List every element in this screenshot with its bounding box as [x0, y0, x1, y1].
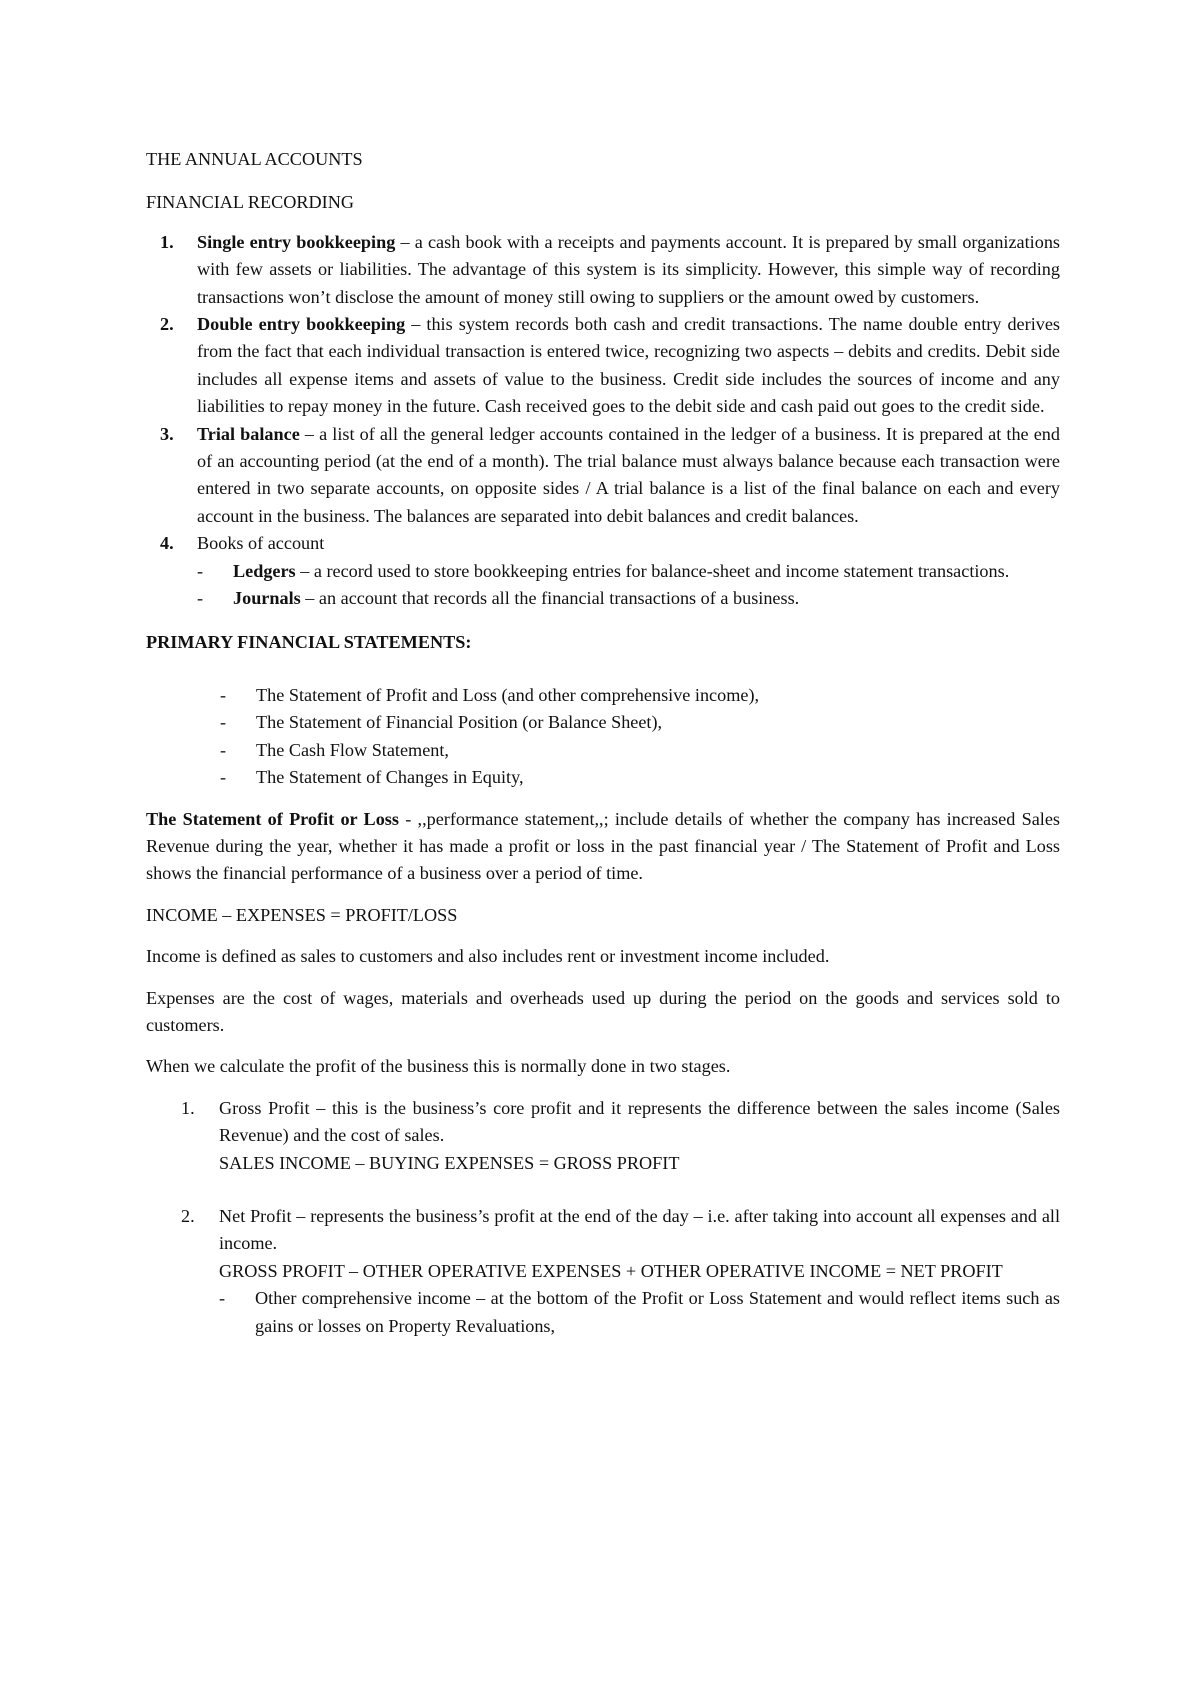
list-number: 2.: [181, 1206, 195, 1226]
statement-item: The Statement of Financial Position (or Balance Sheet),: [256, 712, 663, 733]
term-single-entry: Single entry bookkeeping: [197, 231, 396, 252]
term-trial-balance: Trial balance: [197, 423, 300, 444]
list-item: [146, 229, 1060, 311]
income-expenses-formula: INCOME – EXPENSES = PROFIT/LOSS: [146, 904, 458, 925]
list-item: [146, 1203, 1060, 1340]
list-number: 1.: [181, 1097, 195, 1118]
list-item: [220, 737, 1060, 764]
sublist-item: [197, 558, 1060, 585]
profit-stages-list: [146, 1095, 1060, 1340]
definition-text: – a list of all the general ledger accounts contained in the ledger of a business. It is prepared at the end of an accounting period (at the end of a month). The trial balance must always balance because each transaction were entered in two separate accounts, on opposite sides / A trial balance is a list of the final balance on each and every account in the business. The balances are separated into debit balances and credit balances.: [197, 423, 1060, 526]
paragraph-text: - ,,performance statement,,; include details of whether the company has increased Sales Revenue during the year, whether it has made a profit or loss in the past financial year / The Statement of Profit and Loss shows the financial performance of a business over a period of time.: [146, 808, 1060, 884]
statement-item: The Statement of Changes in Equity,: [256, 767, 524, 788]
list-item: [220, 764, 1060, 791]
gross-profit-formula: SALES INCOME – BUYING EXPENSES = GROSS PROFIT: [219, 1152, 680, 1173]
income-definition: Income is defined as sales to customers and also includes rent or investment income included.: [146, 946, 830, 967]
statement-item: The Statement of Profit and Loss (and other comprehensive income),: [256, 684, 760, 705]
document-title: THE ANNUAL ACCOUNTS: [146, 149, 363, 169]
list-number: 4.: [160, 533, 174, 554]
list-item: [146, 311, 1060, 421]
list-item: [146, 421, 1060, 531]
net-profit-text: Net Profit – represents the business’s profit at the end of the day – i.e. after taking into account all expenses and all income.: [219, 1206, 1060, 1254]
term-statement-profit-loss: The Statement of Profit or Loss: [146, 808, 399, 829]
list-item: [146, 1095, 1060, 1177]
dash-bullet: -: [220, 684, 227, 705]
other-comprehensive-income-text: Other comprehensive income – at the bottom of the Profit or Loss Statement and would reflect items such as gains or losses on Property Revaluations,: [255, 1288, 1060, 1336]
dash-bullet: -: [197, 588, 204, 609]
stages-intro: When we calculate the profit of the business this is normally done in two stages.: [146, 1056, 731, 1077]
net-profit-sublist: [219, 1285, 1060, 1340]
expenses-definition: Expenses are the cost of wages, materials and overheads used up during the period on the goods and services sold to customers.: [146, 987, 1060, 1035]
list-item: [220, 709, 1060, 736]
dash-bullet: -: [220, 712, 227, 733]
list-number: 2.: [160, 314, 174, 335]
definition-text: – a cash book with a receipts and payments account. It is prepared by small organizations with few assets or liabilities. The advantage of this system is its simplicity. However, this simple way of recording transactions won’t disclose the amount of money still owing to suppliers or the amount owed by customers.: [197, 231, 1060, 307]
term-double-entry: Double entry bookkeeping: [197, 314, 406, 335]
term-ledgers: Ledgers: [233, 560, 296, 581]
list-item: [220, 682, 1060, 709]
definition-text: – this system records both cash and credit transactions. The name double entry derives from the fact that each individual transaction is entered twice, recognizing two aspects – debits and credits. Debit side includes all expense items and assets of value to the business. Credit side includes the sources of income and any liabilities to repay money in the future. Cash received goes to the debit side and cash paid out goes to the credit side.: [197, 314, 1060, 417]
term-journals: Journals: [233, 588, 301, 609]
list-number: 1.: [160, 231, 174, 252]
net-profit-formula: GROSS PROFIT – OTHER OPERATIVE EXPENSES + OTHER OPERATIVE INCOME = NET PROFIT: [219, 1260, 1003, 1281]
books-of-account-sublist: [197, 558, 1060, 613]
section-heading-primary-statements: PRIMARY FINANCIAL STATEMENTS:: [146, 631, 472, 652]
books-of-account-label: Books of account: [197, 533, 325, 554]
dash-bullet: -: [197, 560, 204, 581]
definition-text: – a record used to store bookkeeping entries for balance-sheet and income statement transactions.: [295, 560, 1010, 581]
list-number: 3.: [160, 423, 174, 444]
dash-bullet: -: [219, 1288, 226, 1309]
gross-profit-text: Gross Profit – this is the business’s core profit and it represents the difference between the sales income (Sales Revenue) and the cost of sales.: [219, 1097, 1060, 1146]
definition-text: – an account that records all the financial transactions of a business.: [300, 588, 800, 609]
primary-statements-list: [146, 682, 1060, 792]
dash-bullet: -: [220, 739, 227, 760]
sublist-item: [197, 585, 1060, 612]
sublist-item: [219, 1285, 1060, 1340]
statement-item: The Cash Flow Statement,: [256, 739, 449, 760]
list-item: [146, 530, 1060, 612]
section-heading-financial-recording: FINANCIAL RECORDING: [146, 192, 354, 213]
profit-loss-paragraph: [146, 806, 1060, 888]
dash-bullet: -: [220, 767, 227, 788]
financial-recording-list: [146, 229, 1060, 613]
